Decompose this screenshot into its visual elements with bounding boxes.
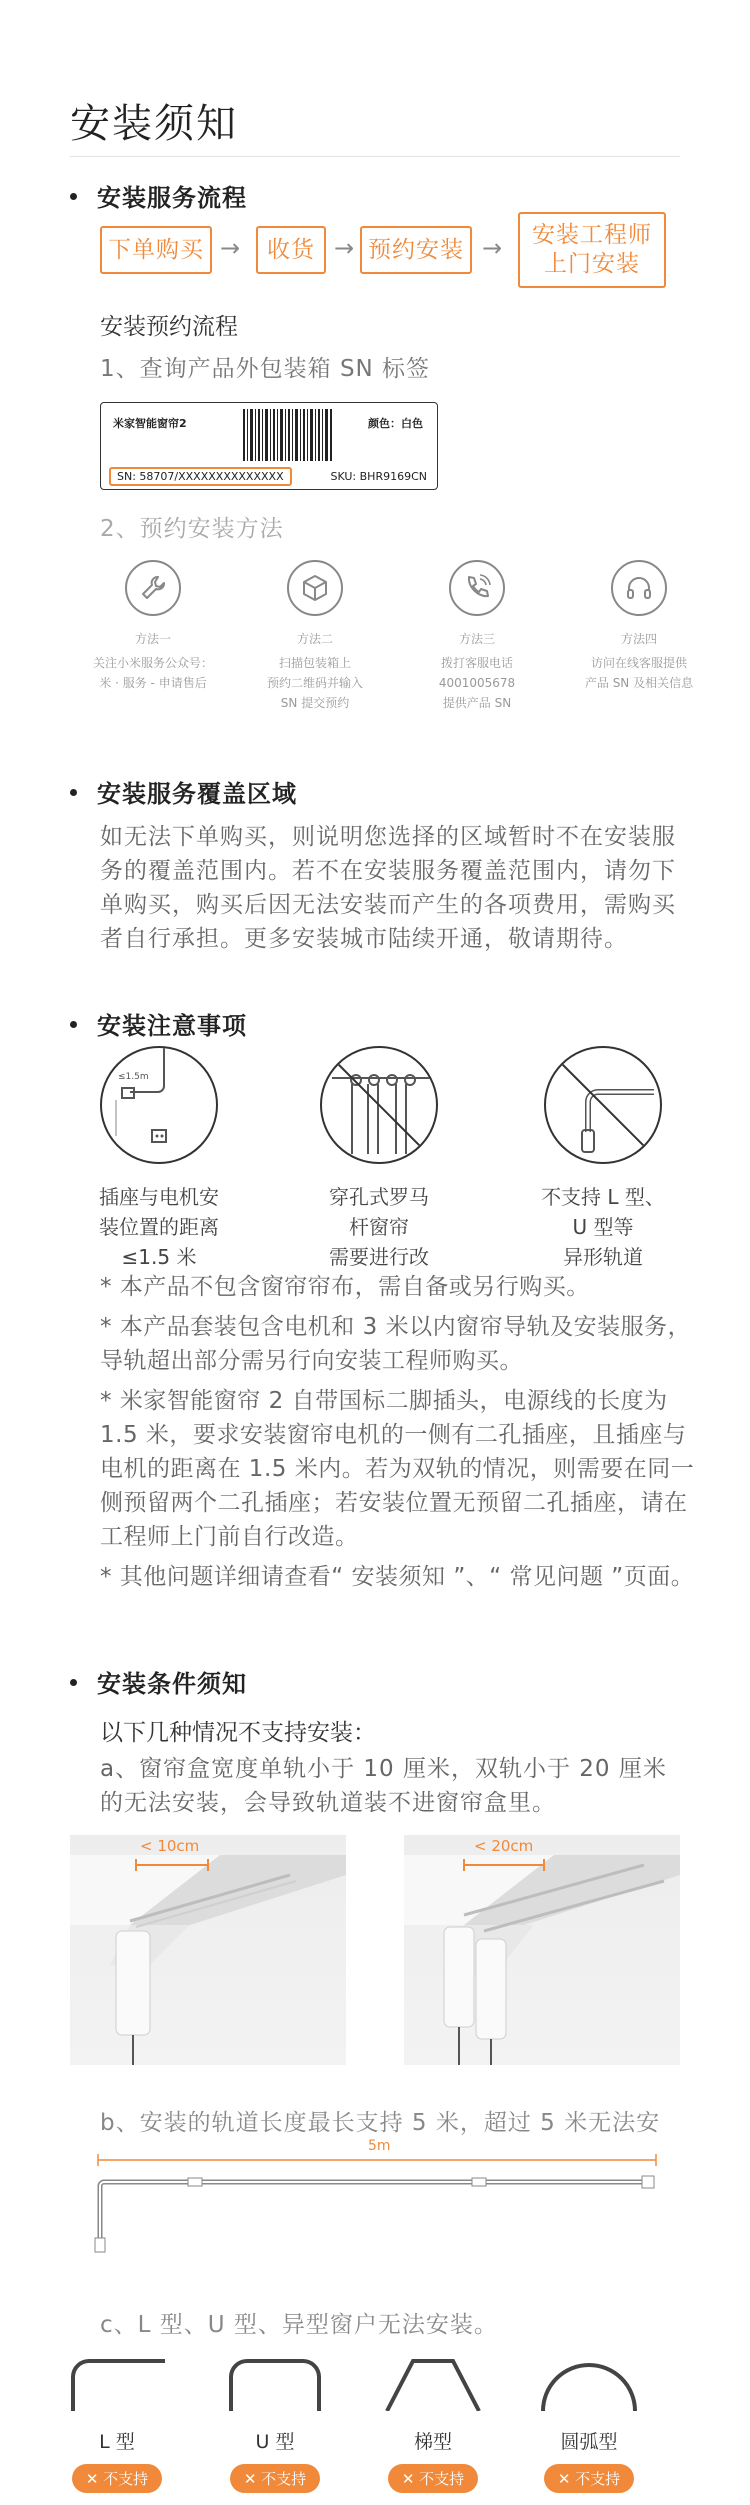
case-c-text: c、L 型、U 型、异型窗户无法安装。 (100, 2312, 498, 2338)
grommet-curtain-icon (320, 1046, 438, 1164)
sn-label-card (100, 402, 438, 490)
note-item: * 本产品套装包含电机和 3 米以内窗帘导轨及安装服务，导轨超出部分需另行向安装工程师购买。 (100, 1314, 692, 1374)
note-caption: 插座与电机安 装位置的距离 ≤1.5 米 (99, 1185, 219, 1269)
method-title: 方法四 (620, 632, 657, 646)
unsupported-badge: ✕ 不支持 (388, 2464, 478, 2493)
method-1 (78, 560, 228, 693)
track-length-label: 5m (368, 2138, 391, 2154)
section-heading-notes (70, 1006, 247, 1041)
shape-trapezoid (378, 2355, 488, 2493)
arc-shape-icon (539, 2355, 639, 2411)
label-sn: SN: 58707/XXXXXXXXXXXXXX (109, 467, 292, 486)
width-label-10cm: < 10cm (140, 1837, 200, 1855)
shape-name: 圆弧型 (560, 2431, 618, 2453)
trapezoid-shape-icon (383, 2355, 483, 2411)
flow-arrow-icon: → (220, 234, 241, 262)
label-sku: SKU: BHR9169CN (330, 470, 427, 483)
flow-arrow-icon: → (482, 234, 503, 262)
curtain-box-photo-single (70, 1835, 346, 2065)
note-item: * 其他问题详细请查看“ 安装须知 ”、“ 常见问题 ”页面。 (100, 1564, 695, 1590)
note-item: * 本产品不包含窗帘帘布，需自备或另行购买。 (100, 1274, 590, 1300)
shape-name: U 型 (255, 2431, 295, 2453)
barcode-icon (243, 409, 333, 461)
note-item: * 米家智能窗帘 2 自带国标二脚插头，电源线的长度为 1.5 米，要求安装窗帘电机的一侧有二孔插座，且插座与电机的距离在 1.5 米内。若为双轨的情况，则需要在同一侧预留两个二孔插座；若安装位置无预留二孔插座，请在工程师上门前自行改造。 (100, 1388, 695, 1550)
note-figure-ltrack (528, 1046, 678, 1272)
bullet-dot-icon (70, 1021, 77, 1028)
note-caption: 穿孔式罗马 杆窗帘 需要进行改 (329, 1185, 429, 1269)
shape-l (62, 2355, 172, 2493)
distance-label: ≤1.5m (118, 1072, 149, 1082)
u-shape-icon (225, 2355, 325, 2411)
headset-icon (611, 560, 667, 616)
curtain-box-photo-double (404, 1835, 680, 2065)
method-desc: 扫描包装箱上 预约二维码并输入 SN 提交预约 (266, 656, 363, 710)
section-heading-text: 安装注意事项 (97, 1012, 247, 1040)
page-title: 安装须知 (70, 101, 238, 147)
section-heading-install-flow (70, 178, 247, 213)
unsupported-badge: ✕ 不支持 (230, 2464, 320, 2493)
booking-title: 安装预约流程 (100, 314, 238, 340)
l-shape-icon (67, 2355, 167, 2411)
section-heading-text: 安装服务覆盖区域 (97, 780, 297, 808)
shape-name: L 型 (99, 2431, 135, 2453)
flow-arrow-icon: → (334, 234, 355, 262)
width-label-20cm: < 20cm (474, 1837, 534, 1855)
shape-u (220, 2355, 330, 2493)
section-heading-text: 安装条件须知 (97, 1670, 247, 1698)
socket-distance-icon (100, 1046, 218, 1164)
method-desc: 关注小米服务公众号： 米 · 服务 - 申请售后 (92, 656, 213, 690)
label-product-name: 米家智能窗帘2 (113, 417, 187, 430)
method-desc: 访问在线客服提供 产品 SN 及相关信息 (584, 656, 694, 690)
shape-name: 梯型 (413, 2431, 452, 2453)
unsupported-badge: ✕ 不支持 (544, 2464, 634, 2493)
booking-step-1: 1、查询产品外包装箱 SN 标签 (100, 356, 431, 382)
phone-icon (449, 560, 505, 616)
section-heading-coverage (70, 774, 297, 809)
flow-step-engineer: 安装工程师 上门安装 (518, 212, 666, 288)
note-caption: 不支持 L 型、 U 型等 异形轨道 (541, 1185, 665, 1269)
section-heading-text: 安装服务流程 (97, 184, 247, 212)
flow-step-book: 预约安装 (360, 226, 472, 274)
label-color: 颜色：白色 (368, 417, 423, 430)
method-2 (240, 560, 390, 713)
l-track-icon (544, 1046, 662, 1164)
coverage-paragraph: 如无法下单购买，则说明您选择的区域暂时不在安装服务的覆盖范围内。若不在安装服务覆盖范围内，请勿下单购买，购买后因无法安装而产生的各项费用，需购买者自行承担。更多安装城市陆续开通，敬请期待。 (100, 824, 676, 952)
note-figure-grommet (304, 1046, 454, 1272)
method-desc: 拨打客服电话 4001005678 提供产品 SN (438, 656, 516, 710)
unsupported-badge: ✕ 不支持 (72, 2464, 162, 2493)
notes-list (100, 1270, 700, 1600)
title-divider (70, 156, 680, 157)
note-figure-socket (84, 1046, 234, 1272)
method-title: 方法二 (296, 632, 333, 646)
method-3 (402, 560, 552, 713)
case-b-text: b、安装的轨道长度最长支持 5 米，超过 5 米无法安 (100, 2110, 661, 2136)
flow-step-receive: 收货 (256, 226, 326, 274)
shape-arc (534, 2355, 644, 2493)
flow-step-order: 下单购买 (100, 226, 212, 274)
conditions-intro: 以下几种情况不支持安装： (100, 1720, 376, 1746)
bullet-dot-icon (70, 193, 77, 200)
method-title: 方法一 (134, 632, 171, 646)
track-length-diagram (92, 2138, 662, 2254)
box-icon (287, 560, 343, 616)
wrench-icon (125, 560, 181, 616)
method-4 (564, 560, 714, 693)
bullet-dot-icon (70, 789, 77, 796)
case-a-text: a、窗帘盒宽度单轨小于 10 厘米，双轨小于 20 厘米的无法安装，会导致轨道装不进窗帘盒里。 (100, 1756, 667, 1816)
booking-step-2: 2、预约安装方法 (100, 516, 284, 542)
section-heading-conditions (70, 1664, 247, 1699)
method-title: 方法三 (458, 632, 495, 646)
bullet-dot-icon (70, 1679, 77, 1686)
